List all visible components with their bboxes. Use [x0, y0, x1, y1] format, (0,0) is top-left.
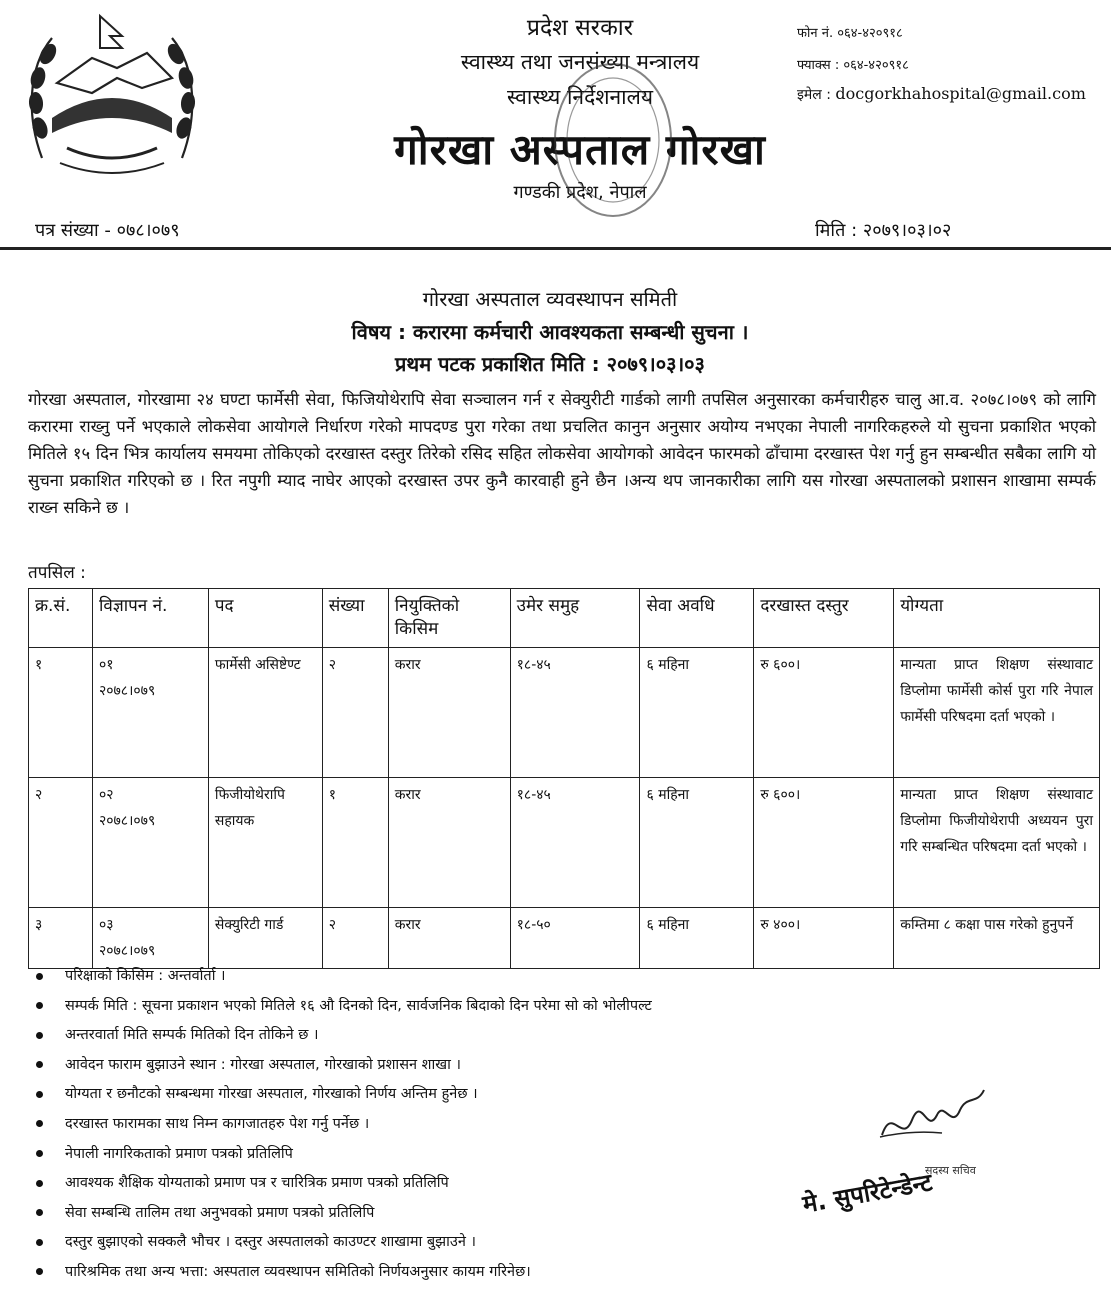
col-fee: दरखास्त दस्तुर: [754, 589, 894, 648]
header-directorate: स्वास्थ्य निर्देशनालय: [506, 85, 654, 109]
table-row: [29, 648, 1100, 778]
conditions-list: [36, 965, 786, 1291]
list-item: [36, 1202, 786, 1232]
header-divider: [0, 247, 1111, 250]
adv-year: २०७८।०७९: [98, 943, 156, 959]
header-province: प्रदेश सरकार: [526, 15, 634, 41]
list-item: [36, 1083, 786, 1113]
col-age: उमेर समुह: [510, 589, 640, 648]
list-item: [36, 965, 786, 995]
adv-number: ०२: [98, 787, 114, 803]
list-item-text: सेवा सम्बन्धि तालिम तथा अनुभवको प्रमाण पत्रको प्रतिलिपि: [65, 1204, 375, 1221]
letter-number: पत्र संख्या - ०७८।०७९: [35, 220, 180, 241]
adv-year: २०७८।०७९: [98, 813, 156, 829]
header-location: गण्डकी प्रदेश, नेपाल: [513, 182, 647, 203]
cell-age: १८-४५: [510, 778, 640, 908]
adv-number: ०१: [98, 657, 114, 673]
adv-year: २०७८।०७९: [98, 683, 156, 699]
col-type: नियुक्तिको किसिम: [388, 589, 510, 648]
list-item: [36, 1143, 786, 1173]
list-item: [36, 1024, 786, 1054]
cell-adv-no: [92, 778, 208, 908]
col-duration: सेवा अवधि: [640, 589, 754, 648]
details-heading: तपसिल :: [28, 563, 86, 583]
hospital-name: गोरखा अस्पताल गोरखा: [394, 125, 766, 174]
list-item: [36, 1261, 786, 1291]
cell-adv-no: [92, 648, 208, 778]
col-count: संख्या: [322, 589, 388, 648]
cell-type: करार: [388, 908, 510, 969]
cell-count: २: [322, 908, 388, 969]
col-adv-no: विज्ञापन नं.: [92, 589, 208, 648]
signatory-role: सदस्य सचिव: [925, 1164, 976, 1177]
first-published-date: प्रथम पटक प्रकाशित मिति : २०७९।०३।०३: [395, 352, 705, 376]
bullet-dot: [36, 1061, 43, 1068]
cell-qualification: मान्यता प्राप्त शिक्षण संस्थावाट डिप्लोमा फिजीयोथेरापी अध्ययन पुरा गरि सम्बन्धित परिषदमा दर्ता भएको ।: [894, 778, 1100, 908]
col-sn: क्र.सं.: [29, 589, 93, 648]
cell-fee: रु ६००।: [754, 778, 894, 908]
cell-duration: ६ महिना: [640, 908, 754, 969]
bullet-dot: [36, 1120, 43, 1127]
list-item: [36, 1172, 786, 1202]
nepal-government-emblem: [22, 8, 202, 180]
list-item: [36, 1231, 786, 1261]
list-item: [36, 1113, 786, 1143]
cell-type: करार: [388, 648, 510, 778]
list-item-text: अन्तरवार्ता मिति सम्पर्क मितिको दिन तोकिने छ ।: [65, 1027, 319, 1044]
bullet-dot: [36, 1091, 43, 1098]
cell-type: करार: [388, 778, 510, 908]
cell-post: सेक्युरिटी गार्ड: [208, 908, 322, 969]
col-qualification: योग्यता: [894, 589, 1100, 648]
letter-date: मिति : २०७९।०३।०२: [815, 220, 952, 241]
cell-sn: ३: [29, 908, 93, 969]
bullet-dot: [36, 1268, 43, 1275]
email-label: इमेल :: [797, 87, 831, 103]
list-item: [36, 995, 786, 1025]
list-item-text: दस्तुर बुझाएको सक्कलै भौचर । दस्तुर अस्पतालको काउण्टर शाखामा बुझाउने ।: [65, 1234, 476, 1251]
cell-sn: १: [29, 648, 93, 778]
bullet-dot: [36, 1239, 43, 1246]
cell-sn: २: [29, 778, 93, 908]
handwritten-signature: [872, 1075, 992, 1150]
table-row: [29, 778, 1100, 908]
notice-subject: विषय : करारमा कर्मचारी आवश्यकता सम्बन्धी सुचना ।: [351, 320, 749, 344]
list-item-text: आवश्यक शैक्षिक योग्यताको प्रमाण पत्र र चारित्रिक प्रमाण पत्रको प्रतिलिपि: [65, 1175, 449, 1192]
cell-count: १: [322, 778, 388, 908]
header-ministry: स्वास्थ्य तथा जनसंख्या मन्त्रालय: [460, 50, 700, 74]
cell-count: २: [322, 648, 388, 778]
list-item-text: आवेदन फाराम बुझाउने स्थान : गोरखा अस्पताल, गोरखाको प्रशासन शाखा ।: [65, 1056, 461, 1073]
list-item-text: नेपाली नागरिकताको प्रमाण पत्रको प्रतिलिपि: [65, 1145, 293, 1162]
cell-duration: ६ महिना: [640, 778, 754, 908]
list-item: [36, 1054, 786, 1084]
list-item-text: दरखास्त फारामका साथ निम्न कागजातहरु पेश गर्नु पर्नेछ ।: [65, 1115, 370, 1132]
fax-number: फ्याक्स : ०६४-४२०९१८: [797, 58, 909, 73]
bullet-dot: [36, 1150, 43, 1157]
list-item-text: परिक्षाको किसिम : अन्तर्वार्ता ।: [65, 968, 226, 984]
cell-post: फार्मेसी असिष्टेण्ट: [208, 648, 322, 778]
bullet-dot: [36, 1180, 43, 1187]
vacancy-table: [28, 588, 1100, 969]
cell-post: फिजीयोथेरापि सहायक: [208, 778, 322, 908]
official-stamp: [548, 58, 678, 223]
email-line: [797, 84, 1086, 104]
phone-number: फोन नं. ०६४-४२०९१८: [797, 26, 903, 41]
list-item-text: पारिश्रमिक तथा अन्य भत्ता: अस्पताल व्यवस्थापन समितिको निर्णयअनुसार कायम गरिनेछ।: [65, 1263, 531, 1280]
notice-paragraph: गोरखा अस्पताल, गोरखामा २४ घण्टा फार्मेसी सेवा, फिजियोथेरापि सेवा सञ्चालन गर्न र सेक्युरीटी गार्डको लागी तपसिल अनुसारका कर्मचारीहरु चालु आ.व. २०७८।०७९ को लागि करारमा राख्नु पर्ने भएकाले लोकसेवा आयोगले निर्धारण गरेको मापदण्ड पुरा गरेका तथा प्रचलित कानुन अनुसार अयोग्य नभएका नेपाली नागरिकहरुले यो सुचना प्रकाशित भएको मितिले १५ दिन भित्र कार्यालय समयमा तोकिएको दरखास्त दस्तुर तिरेको रसिद सहित लोकसेवा आयोगको आवेदन फारमको ढाँचामा दरखास्त पेश गर्नु हुन सम्बन्धीत सबैका लागि यो सुचना प्रकाशित गरिएको छ । रित नपुगी म्याद नाघेर आएको दरखास्त उपर कुनै कारवाही हुने छैन ।अन्य थप जानकारीका लागि यस गोरखा अस्पतालको प्रशासन शाखामा सम्पर्क राख्न सकिने छ ।: [28, 390, 1096, 517]
committee-title: गोरखा अस्पताल व्यवस्थापन समिती: [422, 287, 678, 311]
bullet-dot: [36, 1032, 43, 1039]
list-item-text: सम्पर्क मिति : सूचना प्रकाशन भएको मितिले १६ औ दिनको दिन, सार्वजनिक बिदाको दिन परेमा सो को भोलीपल्ट: [65, 997, 652, 1014]
list-item-text: योग्यता र छनौटको सम्बन्धमा गोरखा अस्पताल, गोरखाको निर्णय अन्तिम हुनेछ ।: [65, 1086, 478, 1103]
bullet-dot: [36, 973, 43, 980]
col-post: पद: [208, 589, 322, 648]
cell-adv-no: [92, 908, 208, 969]
cell-age: १८-५०: [510, 908, 640, 969]
cell-fee: रु ६००।: [754, 648, 894, 778]
cell-qualification: मान्यता प्राप्त शिक्षण संस्थावाट डिप्लोमा फार्मेसी कोर्स पुरा गरि नेपाल फार्मेसी परिषदमा दर्ता भएको ।: [894, 648, 1100, 778]
table-row: [29, 908, 1100, 969]
bullet-dot: [36, 1002, 43, 1009]
bullet-dot: [36, 1209, 43, 1216]
cell-age: १८-४५: [510, 648, 640, 778]
email-link[interactable]: docgorkhahospital@gmail.com: [835, 84, 1086, 103]
adv-number: ०३: [98, 917, 114, 933]
cell-duration: ६ महिना: [640, 648, 754, 778]
cell-fee: रु ४००।: [754, 908, 894, 969]
signatory-title: मे. सुपरिटेन्डेन्ट: [800, 1168, 935, 1219]
cell-qualification: कम्तिमा ८ कक्षा पास गरेको हुनुपर्ने: [894, 908, 1100, 969]
table-header-row: [29, 589, 1100, 648]
